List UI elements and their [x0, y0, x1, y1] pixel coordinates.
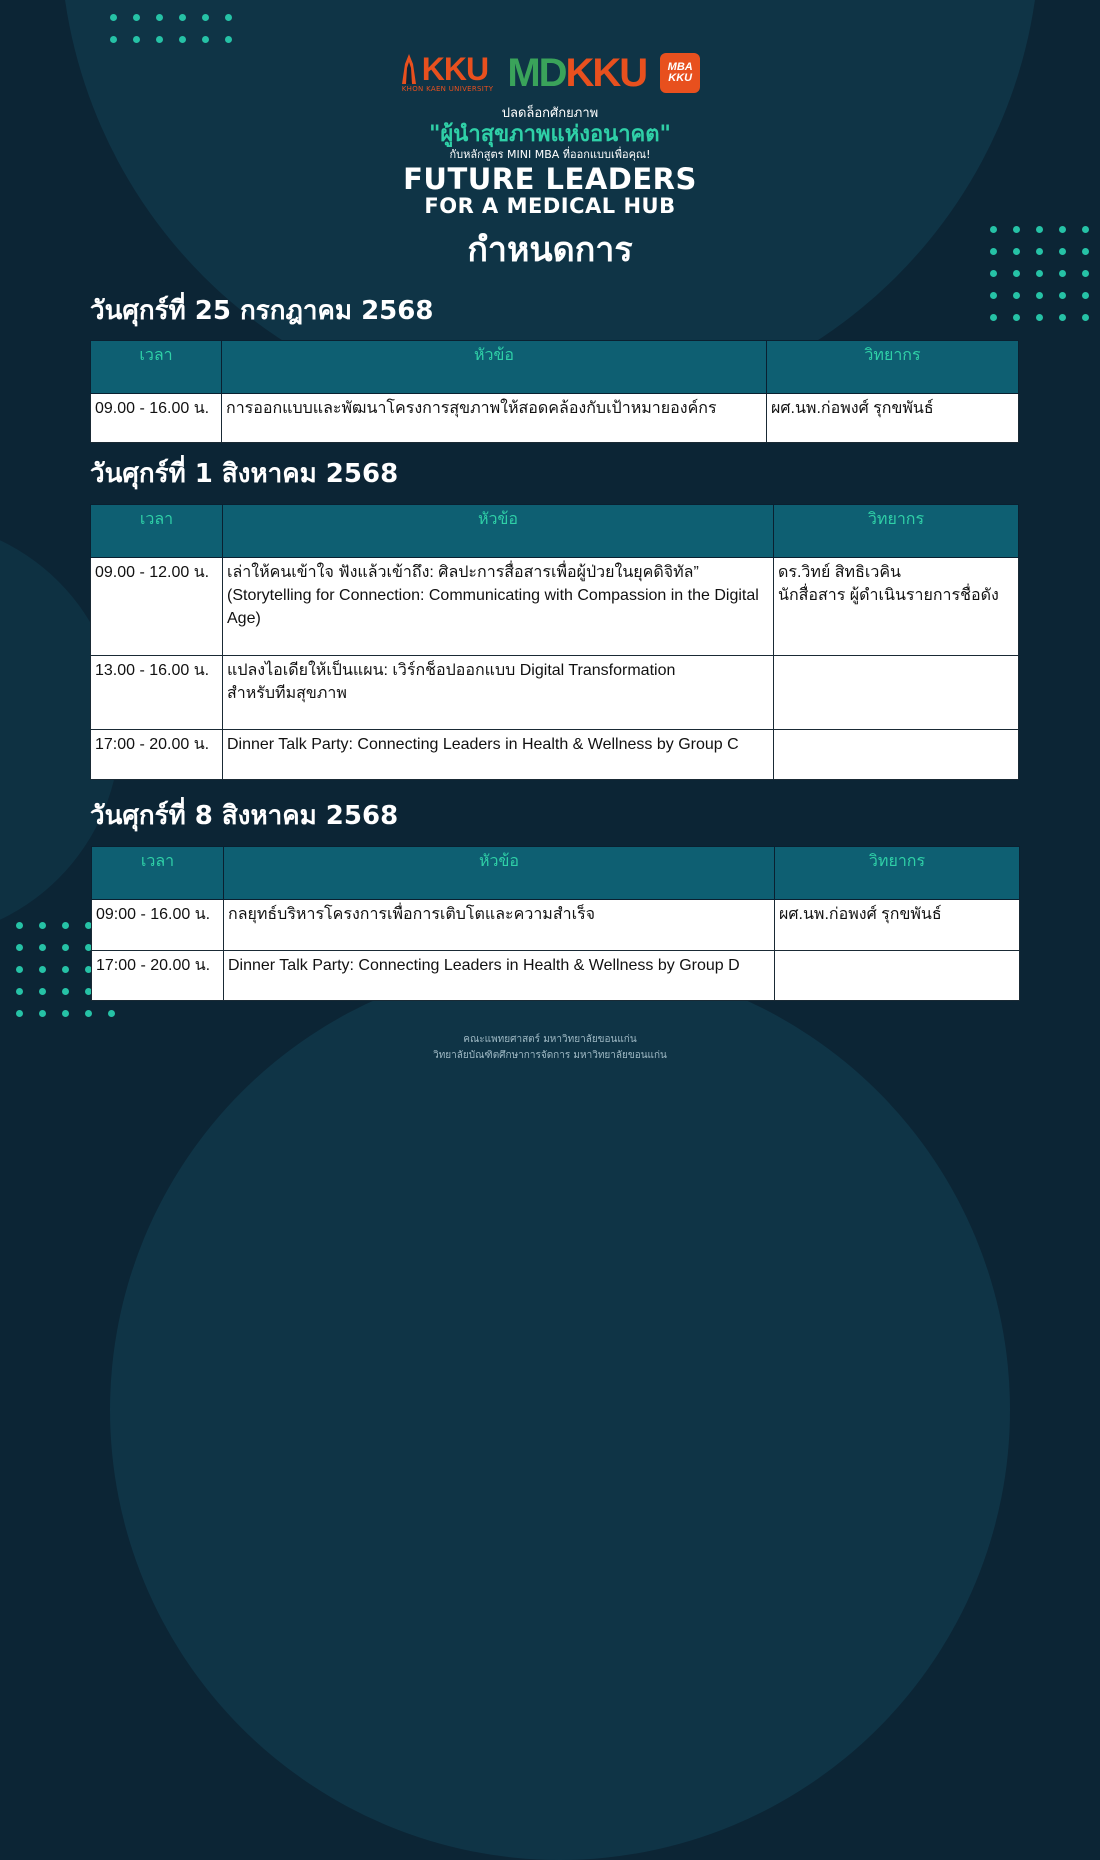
day-heading-2: วันศุกร์ที่ 1 สิงหาคม 2568: [90, 459, 399, 489]
cell-time: 09:00 - 16.00 น.: [92, 900, 224, 951]
program-title-line2: FOR A MEDICAL HUB: [424, 194, 676, 218]
schedule-table-day-2: [90, 504, 1019, 780]
kku-logo-subtitle: KHON KAEN UNIVERSITY: [401, 84, 494, 93]
tagline-future-health-leader: "ผู้นำสุขภาพแห่งอนาคต": [428, 122, 672, 147]
md-logo-text: MD: [507, 51, 566, 95]
cell-time: 13.00 - 16.00 น.: [91, 656, 223, 730]
table-row: [91, 394, 1019, 443]
column-header-speaker: วิทยากร: [767, 341, 1019, 394]
cell-speaker: ผศ.นพ.ก่อพงศ์ รุกขพันธ์: [767, 394, 1019, 443]
column-header-topic: หัวข้อ: [222, 341, 767, 394]
cell-speaker: ผศ.นพ.ก่อพงศ์ รุกขพันธ์: [775, 900, 1020, 951]
column-header-topic: หัวข้อ: [224, 847, 775, 900]
footer-college: วิทยาลัยบัณฑิตศึกษาการจัดการ มหาวิทยาลัยขอนแก่น: [433, 1050, 667, 1061]
cell-speaker: [774, 558, 1019, 656]
table-row: [92, 951, 1020, 1001]
background-circle-bottom: [110, 960, 1010, 1860]
day-heading-1: วันศุกร์ที่ 25 กรกฎาคม 2568: [90, 296, 434, 326]
cell-topic-line2: สำหรับทีมสุขภาพ: [227, 685, 347, 702]
cell-topic-line1: แปลงไอเดียให้เป็นแผน: เวิร์กช็อปออกแบบ Digital Transformation: [227, 662, 676, 679]
column-header-speaker: วิทยากร: [774, 505, 1019, 558]
program-title-line1: FUTURE LEADERS: [403, 162, 697, 196]
md-logo-kku-text: KKU: [565, 51, 647, 95]
mba-logo-line1: MBA: [667, 61, 693, 73]
cell-speaker: [774, 730, 1019, 780]
temple-icon: [400, 54, 418, 84]
mba-kku-logo: [660, 53, 700, 93]
column-header-time: เวลา: [91, 341, 222, 394]
footer-faculty: คณะแพทยศาสตร์ มหาวิทยาลัยขอนแก่น: [463, 1034, 637, 1045]
column-header-time: เวลา: [92, 847, 224, 900]
cell-topic-thai: เล่าให้คนเข้าใจ ฟังแล้วเข้าถึง: ศิลปะการสื่อสารเพื่อผู้ป่วยในยุคดิจิทัล”: [227, 564, 699, 581]
schedule-table-day-3: [91, 846, 1020, 1001]
cell-topic: [223, 656, 774, 730]
cell-time: 09.00 - 16.00 น.: [91, 394, 222, 443]
schedule-title: กำหนดการ: [467, 230, 633, 270]
md-kku-logo: [507, 53, 646, 93]
cell-speaker-title: นักสื่อสาร ผู้ดำเนินรายการชื่อดัง: [778, 587, 999, 604]
kku-logo: [400, 50, 494, 93]
kku-logo-text: KKU: [421, 50, 489, 87]
cell-time: 17:00 - 20.00 น.: [91, 730, 223, 780]
table-row: [91, 730, 1019, 780]
cell-topic: Dinner Talk Party: Connecting Leaders in Health & Wellness by Group C: [223, 730, 774, 780]
table-header-row: [92, 847, 1020, 900]
table-row: [92, 900, 1020, 951]
table-header-row: [91, 341, 1019, 394]
footer: [0, 1032, 1100, 1064]
cell-speaker-name: ดร.วิทย์ สิทธิเวคิน: [778, 564, 901, 581]
cell-time: 09.00 - 12.00 น.: [91, 558, 223, 656]
tagline-unlock: ปลดล็อกศักยภาพ: [501, 106, 599, 121]
column-header-speaker: วิทยากร: [775, 847, 1020, 900]
cell-time: 17:00 - 20.00 น.: [92, 951, 224, 1001]
cell-speaker: [774, 656, 1019, 730]
logo-row: [0, 50, 1100, 96]
cell-topic: การออกแบบและพัฒนาโครงการสุขภาพให้สอดคล้องกับเป้าหมายองค์กร: [222, 394, 767, 443]
dot-pattern-top: [110, 14, 232, 43]
cell-topic: กลยุทธ์บริหารโครงการเพื่อการเติบโตและความสำเร็จ: [224, 900, 775, 951]
cell-speaker: [775, 951, 1020, 1001]
cell-topic: Dinner Talk Party: Connecting Leaders in Health & Wellness by Group D: [224, 951, 775, 1001]
column-header-topic: หัวข้อ: [223, 505, 774, 558]
table-row: [91, 558, 1019, 656]
table-row: [91, 656, 1019, 730]
column-header-time: เวลา: [91, 505, 223, 558]
cell-topic: [223, 558, 774, 656]
cell-topic-english: (Storytelling for Connection: Communicating with Compassion in the Digital Age): [227, 587, 759, 627]
table-header-row: [91, 505, 1019, 558]
header: [0, 50, 1100, 270]
day-heading-3: วันศุกร์ที่ 8 สิงหาคม 2568: [90, 801, 399, 831]
tagline-mini-mba: กับหลักสูตร MINI MBA ที่ออกแบบเพื่อคุณ!: [449, 148, 651, 161]
schedule-table-day-1: [90, 340, 1019, 443]
mba-logo-line2: KKU: [668, 72, 693, 84]
